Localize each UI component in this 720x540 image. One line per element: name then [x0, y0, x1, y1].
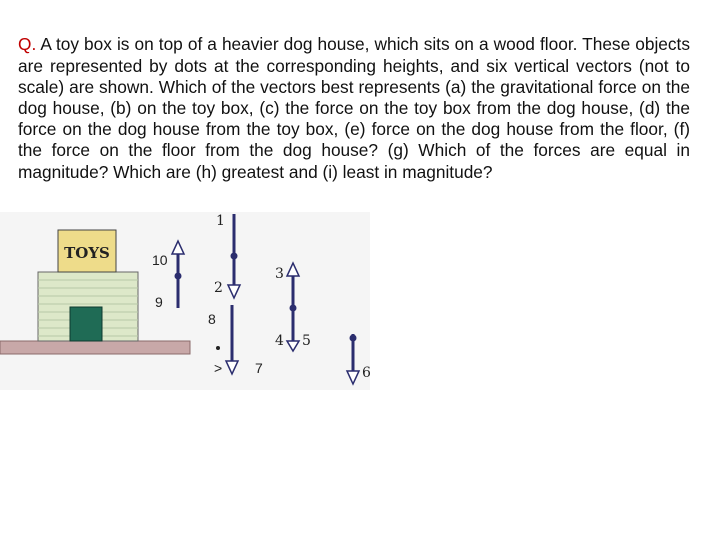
toy-box-label: TOYS — [64, 244, 110, 262]
question-body: A toy box is on top of a heavier dog house, which sits on a wood floor. These objects are represented by dots at the corresponding heights, and six vertical vectors (not to scale) are shown. Which of the vectors best represents (a) the gravitational force on the dog house, (b) on the toy box, (c) the force on the toy box from the dog house, (d) the force on the dog house from the toy box, (e) force on the dog house from the floor, (f) the force on the floor from the dog house? (g) Which of the forces are equal in magnitude? Which are (h) greatest and (i) least in magnitude? — [18, 34, 690, 182]
vector-label-4: 4 — [275, 333, 284, 349]
height-label-10: 10 — [152, 252, 168, 268]
force-diagram — [0, 210, 720, 410]
arrow-glyph: > — [214, 360, 223, 376]
question-label: Q. — [18, 34, 37, 55]
dog-house — [38, 272, 138, 341]
vector-label-3: 3 — [275, 266, 284, 282]
vector-label-1: 1 — [216, 213, 225, 229]
dog-house-door — [70, 307, 102, 341]
height-dot-floor — [216, 346, 220, 350]
vector-label-2: 2 — [214, 280, 223, 296]
vector-label-6: 6 — [362, 365, 371, 381]
toy-box — [58, 230, 116, 272]
height-label-8: 8 — [208, 311, 216, 327]
height-label-9: 9 — [155, 294, 163, 310]
height-label-7: 7 — [255, 360, 263, 376]
vector-label-5: 5 — [302, 333, 311, 349]
wood-floor — [0, 341, 190, 354]
question-text — [18, 34, 690, 182]
